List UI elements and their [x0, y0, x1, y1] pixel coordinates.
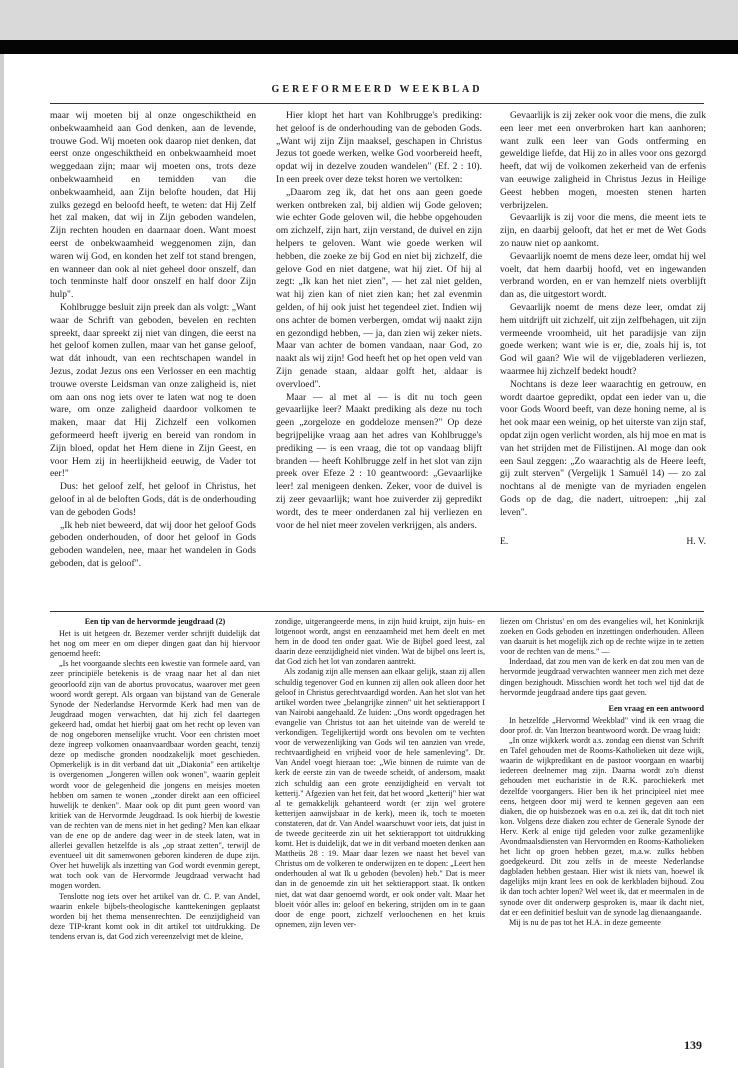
paragraph: Inderdaad, dat zou men van de kerk en dat zou men van de hervormde jeugdraad verwachten wanneer men zich met deze dingen bezighoudt. Misschien wordt het toch wel tijd dat de hervormde jeugdraad andere tips gaat geven.	[500, 657, 704, 697]
paragraph: Het is uit hetgeen dr. Bezemer verder schrijft duidelijk dat het nog om meer en om dieper dingen gaat dan hij hiervoor genoemd heeft:	[50, 629, 260, 659]
paragraph: „In onze wijkkerk wordt a.s. zondag een dienst van Schrift en Tafel gehouden met de Rooms-Katholieken uit deze wijk, waarin de wijkpredikant en de pastoor voorgaan en waarbij iedereen deelnemer mag zijn. Daarna wordt zo'n dienst gehouden met eucharistie in de R.K. parochiekerk met dezelfde voorgangers. Hier ben ik het principieel niet mee eens, hetgeen door mij werd te kennen gegeven aan een diaken, die op huisbezoek was en o.a. zei ik, dat dit toch niet kon. Volgens deze diaken zou echter de Generale Synode der Herv. Kerk al enige tijd geleden voor zulke gezamenlijke Avondmaalsdiensten van Hervormden en Rooms-Katholieken het licht op groen hebben gezet, m.a.w. zulks hebben goedgekeurd. Dit zou zelfs in de meeste Nederlandse dagbladen hebben gestaan. Hier wist ik niets van, hoewel ik dagelijks mijn krant lees en ook de kerkbladen bijhoud. Zou ik dan toch achter lopen? Wel weet ik, dat er meermalen in de synode over dit onderwerp gesproken is, maar ik dacht niet, dat er een definitief besluit van de synode lag dienaangaande.	[500, 736, 704, 917]
paragraph: „Ik heb niet beweerd, dat wij door het geloof Gods geboden onderhouden, of door het geloof in Gods geboden wandelen, nee, maar het wandelen in Gods geboden, dat is geloof".	[50, 519, 256, 569]
bottom-column-1	[50, 617, 260, 942]
signature-left: E.	[500, 535, 509, 547]
section-divider	[50, 611, 704, 612]
top-column-1	[50, 110, 256, 571]
top-column-3	[500, 110, 706, 548]
paragraph: Kohlbrugge besluit zijn preek dan als volgt: „Want waar de Schrift van geboden, bevelen en rechten spreekt, daar spreekt zij niet van dingen, die eerst na het geloof komen zullen, maar van het ganse geloof, wat dát inhoudt, van een rechtschapen wandel in Jezus, zodat Jezus ons een Verlosser en een machtig trouwe overste Leidsman van onze zaligheid is, niet om aan ons nog iets over te laten wat nog te doen ware, om onze zaligheid daardoor volkomen te maken, maar dat Hij Zichzelf een volkomen geformeerd heeft ijverig en bereid van rondom in Zijn bloed, opdat het Hem diene in Zijn Geest, en voor Hem zij in heerlijkheid eeuwig, de Vader tot eer!"	[50, 301, 256, 480]
paragraph: Maar — al met al — is dit nu toch geen gevaarlijke leer? Maakt prediking als deze nu toch geen „zorgeloze en goddeloze mensen?" Op deze begrijpelijke vraag aan het adres van Kohlbrugge's prediking — is een vraag, die tot op vandaag blijft branden — heeft Kohlbrugge zelf in het slot van zijn preek over Efeze 2 : 10 geantwoord: „Gevaarlijke leer! zal menigeen denken. Zeker, voor de duivel is zij zeer gevaarlijk; want hoe zuiverder zij gepredikt wordt, des te meer onderdanen zal hij verliezen en voor de hel niet meer zovelen verkrijgen, als anders.	[276, 391, 482, 531]
paragraph: Nochtans is deze leer waarachtig en getrouw, en wordt daartoe gepredikt, opdat een ieder van u, die voor Gods Woord beeft, van deze honing neme, al is het ook maar een weinig, op het uiterste van zijn staf, opdat zijn ogen verlicht worden, als hij moe en mat is van het strijden met de Filistijnen. Al moge dan ook een Saul zeggen: „Zo waarachtig als de Heere leeft, gij zult sterven" (Vergelijk 1 Samuël 14) — zo zal nochtans al de menigte van de myriaden engelen Gods op de dag, die nadert, uitroepen: „hij zal leven".	[500, 378, 706, 518]
paragraph: Hier klopt het hart van Kohlbrugge's prediking: het geloof is de onderhouding van de geboden Gods. „Want wij zijn Zijn maaksel, geschapen in Christus Jezus tot goede werken, welke God voorbereid heeft, opdat wij in dezelve zouden wandelen" (Ef. 2 : 10). In een preek over deze tekst horen we vertolken:	[276, 110, 482, 185]
paragraph: liezen om Christus' en om des evangelies wil, het Koninkrijk zoeken en Gods geboden en inzettingen onderhouden. Alleen van daaruit is het mogelijk zich op de rechte wijze in te zetten voor de rechten van de mens." —	[500, 617, 704, 657]
paragraph: Gevaarlijk noemt de mens deze leer, omdat hij wel voelt, dat hem daarbij hoofd, vet en ingewanden verbrand worden, en er van hemzelf niets overblijft dan as, die uitgestort wordt.	[500, 250, 706, 301]
paragraph: „Is het voorgaande slechts een kwestie van formele aard, van zeer principiële betekenis is de vraag naar het al dan niet geoorloofd zijn van de abortus provocatus, waarover met geen woord wordt gerept. Als orgaan van bijstand van de Generale Synode der Nederlandse Hervormde Kerk had men van de Jeugdraad mogen verwachten, dat hij zich fel daartegen gekeerd had, omdat het hierbij gaat om het recht op leven van de nog ongeboren menselijke vrucht. Voor een christen moet deze ingreep volkomen onaanvaardbaar worden geacht, tenzij deze op medische gronden noodzakelijk moet geschieden. Opmerkelijk is in dit verband dat uit „Diakonia" een artikeltje is overgenomen „Jongeren willen ook wonen", waarin gepleit wordt voor de gelegenheid die jongens en meisjes moeten hebben om samen te wonen „zonder direkt aan een officieel huwelijk te denken". Maar ook op dit punt geen woord van kritiek van de Hervormde Jeugdraad. Is ook hierbij de kwestie van de rechten van de mens niet in het geding? Men kan elkaar van de ene op de andere dag weer in de steek laten, wat in allerlei gevallen hetzelfde is als „op straat zetten", terwijl de eventueel uit dit samenwonen geboren kinderen de dupe zijn. Over het huwelijk als inzetting van God wordt evenmin gerept, wat toch ook van de Hervormde Jeugdraad verwacht had mogen worden.	[50, 659, 260, 891]
bottom-column-3	[500, 617, 704, 928]
paragraph: Mij is nu de pas tot het H.A. in deze gemeente	[509, 917, 661, 927]
paragraph: Gevaarlijk is zij zeker ook voor die mens, die zulk een leer met een onverbroken hart kan aanhoren; want zulk een leer van Gods ontferming en geweldige liefde, dat Hij zo in alles voor ons gezorgd heeft, dat wij de volkomen zekerheid van de erfenis van eeuwige zaligheid in Christus Jezus in Heilige Geest hebben mogen, moesten stenen harten verbrijzelen.	[500, 110, 706, 211]
paragraph: In hetzelfde „Hervormd Weekblad" vind ik een vraag die door prof. dr. Van Itterzon beantwoord wordt. De vraag luidt:	[500, 715, 704, 735]
paragraph: Dus: het geloof zelf, het geloof in Christus, het geloof in al de beloften Gods, dát is de onderhouding van de geboden Gods!	[50, 481, 256, 518]
paragraph: Tenslotte nog iets over het artikel van dr. C. P. van Andel, waarin enkele bijbels-theologische kanttekeningen geplaatst worden bij het thema mensenrechten. De eenzijdigheid van deze TIP-krant komt ook in dit artikel tot uitdrukking. De tendens ervan is, dat God zich vereenzelvigt met de kleine,	[50, 891, 260, 941]
paragraph: Gevaarlijk noemt de mens deze leer, omdat zij hem uitdrijft uit zichzelf, uit zijn zelfbehagen, uit zijn vermeende vroomheid, uit het paradijsje van zijn goede werken; want wie is er, die, zoals hij is, tot God wil gaan? Wie wil de vijgebladeren verliezen, waarmee hij zichzelf bedekt houdt?	[500, 301, 706, 377]
top-column-2	[276, 110, 482, 532]
signature-line	[500, 536, 706, 549]
scan-black-band	[0, 40, 738, 54]
section-title: Een tip van de hervormde jeugdraad (2)	[84, 617, 226, 626]
header-rule	[50, 103, 704, 104]
bottom-column-2	[275, 617, 485, 930]
page-number: 139	[684, 1038, 702, 1052]
paragraph: „Daarom zeg ik, dat het ons aan geen goede werken ontbreken zal, bij aldien wij Gode geloven; wie echter Gode geloven wil, die hebbe opgehouden om zichzelf, zijn hart, zijn verstand, de duivel en zijn helpers te geloven. Want wie goede werken wil hebben, die zoeke ze bij God en niet bij zichzelf, die gelove God en niet datgene, wat hij ziet. Of hij al zegt: „Ik kan het niet zien", — het zal niet gelden, wat hij zien kan of niet zien kan; het zal evenmin gelden, of hij ook juist het tegendeel ziet. Indien wij ons achter de bomen verbergen, omdat wij naakt zijn en gezondigd hebben, — ja, dan zien wij zeker niets. Maar van achter de bomen vandaan, naar God, zo naakt als wij zijn! God heeft het op het open veld van Zijn genade staan, aldaar golft het, aldaar is overvloed".	[276, 186, 482, 390]
paragraph: zondige, uitgerangeerde mens, in zijn huid kruipt, zijn huis- en lotgenoot wordt, angst en eenzaamheid met hem deelt en met hem in de dood ten onder gaat. Wie de Bijbel goed leest, zal daarin deze eenzijdigheid niet vinden. Wat de bijbel ons leert is, dat God zich het lot van zondaren aantrekt.	[275, 617, 485, 667]
scan-border-top	[0, 0, 738, 40]
paragraph: Als zodanig zijn alle mensen aan elkaar gelijk, staan zij allen schuldig tegenover God en kunnen zij allen ook alleen door het geloof in Christus gerechtvaardigd worden. Aan het slot van het artikel worden twee „belangrijke zinnen" uit het sektierapport I van Nairobi aangehaald. Ze luiden: „Ons wordt opgedragen het evangelie van Christus tot aan het uiteinde van de wereld te verkondigen. Tegelijkertijd wordt ons bevolen om te vechten voor de verwezenlijking van Gods wil ten aanzien van vrede, rechtvaardigheid en vrijheid voor de hele samenleving". Dr. Van Andel voegt hieraan toe: „Wie binnen de ruimte van de kerk de eerste zin van de tweede scheidt, of andersom, maakt zich schuldig aan een grote eenzijdigheid en vervalt tot ketterij." Afgezien van het feit, dat het woord „ketterij" hier wat al te gemakkelijk gehanteerd wordt (er zijn wel grotere ketterijen aanwijsbaar in de kerk), meen ik, toch te moeten constateren, dat dr. Van Andel waarschuwt voor iets, dat juist in de tweede geciteerde zin uit het sektierapport tot uitdrukking komt. Het is duidelijk, dat we in dit verband moeten denken aan Mattheüs 28 : 19. Maar daar lezen we naast het bevel van Christus om de volkeren te onderwijzen en te dopen: „Leert hen onderhouden al wat Ik u geboden (bevolen) heb." Dat is meer dan in de genoemde zin uit het sektierapport staat. Ik ontken niet, dat wat daar genoemd wordt, er ook onder valt. Maar het bloeit vóór alles in: geloof en bekering, strijden om in te gaan door de enge poort, zichzelf verloochenen en het kruis opnemen, zijn leven ver-	[275, 667, 485, 929]
paragraph: maar wij moeten bij al onze ongeschiktheid en onbekwaamheid aan God denken, aan de levende, trouwe God. Wij moeten ook daarop niet denken, dat eerst onze ongeschiktheid en onbekwaamheid moet weggedaan zijn; maar wij moeten ons, trots deze onbekwaamheid en temidden van die onbekwaamheid, aan Zijn belofte houden, dat Hij zulks gezegd en beloofd heeft, te weten: dat Hij Zelf het zal maken, dat wij in Zijn geboden wandelen, Zijn rechten houden en daarnaar doen. Want moest eerst de onbekwaamheid weggenomen zijn, dan waren wij God, en konden het zelf tot stand brengen, en wanneer dan ook al niet geheel door onszelf, dan toch tenminste half door onszelf en half door Zijn hulp".	[50, 110, 256, 301]
running-header: GEREFORMEERD WEEKBLAD	[271, 84, 483, 95]
scan-left-edge	[0, 54, 4, 1068]
paragraph: Gevaarlijk is zij voor die mens, die meent iets te zijn, en daarbij gelooft, dat het er met de Wet Gods zo nauw niet op aankomt.	[500, 212, 706, 249]
section-title: Een vraag en een antwoord	[608, 703, 704, 713]
signature-right: H. V.	[686, 535, 706, 547]
